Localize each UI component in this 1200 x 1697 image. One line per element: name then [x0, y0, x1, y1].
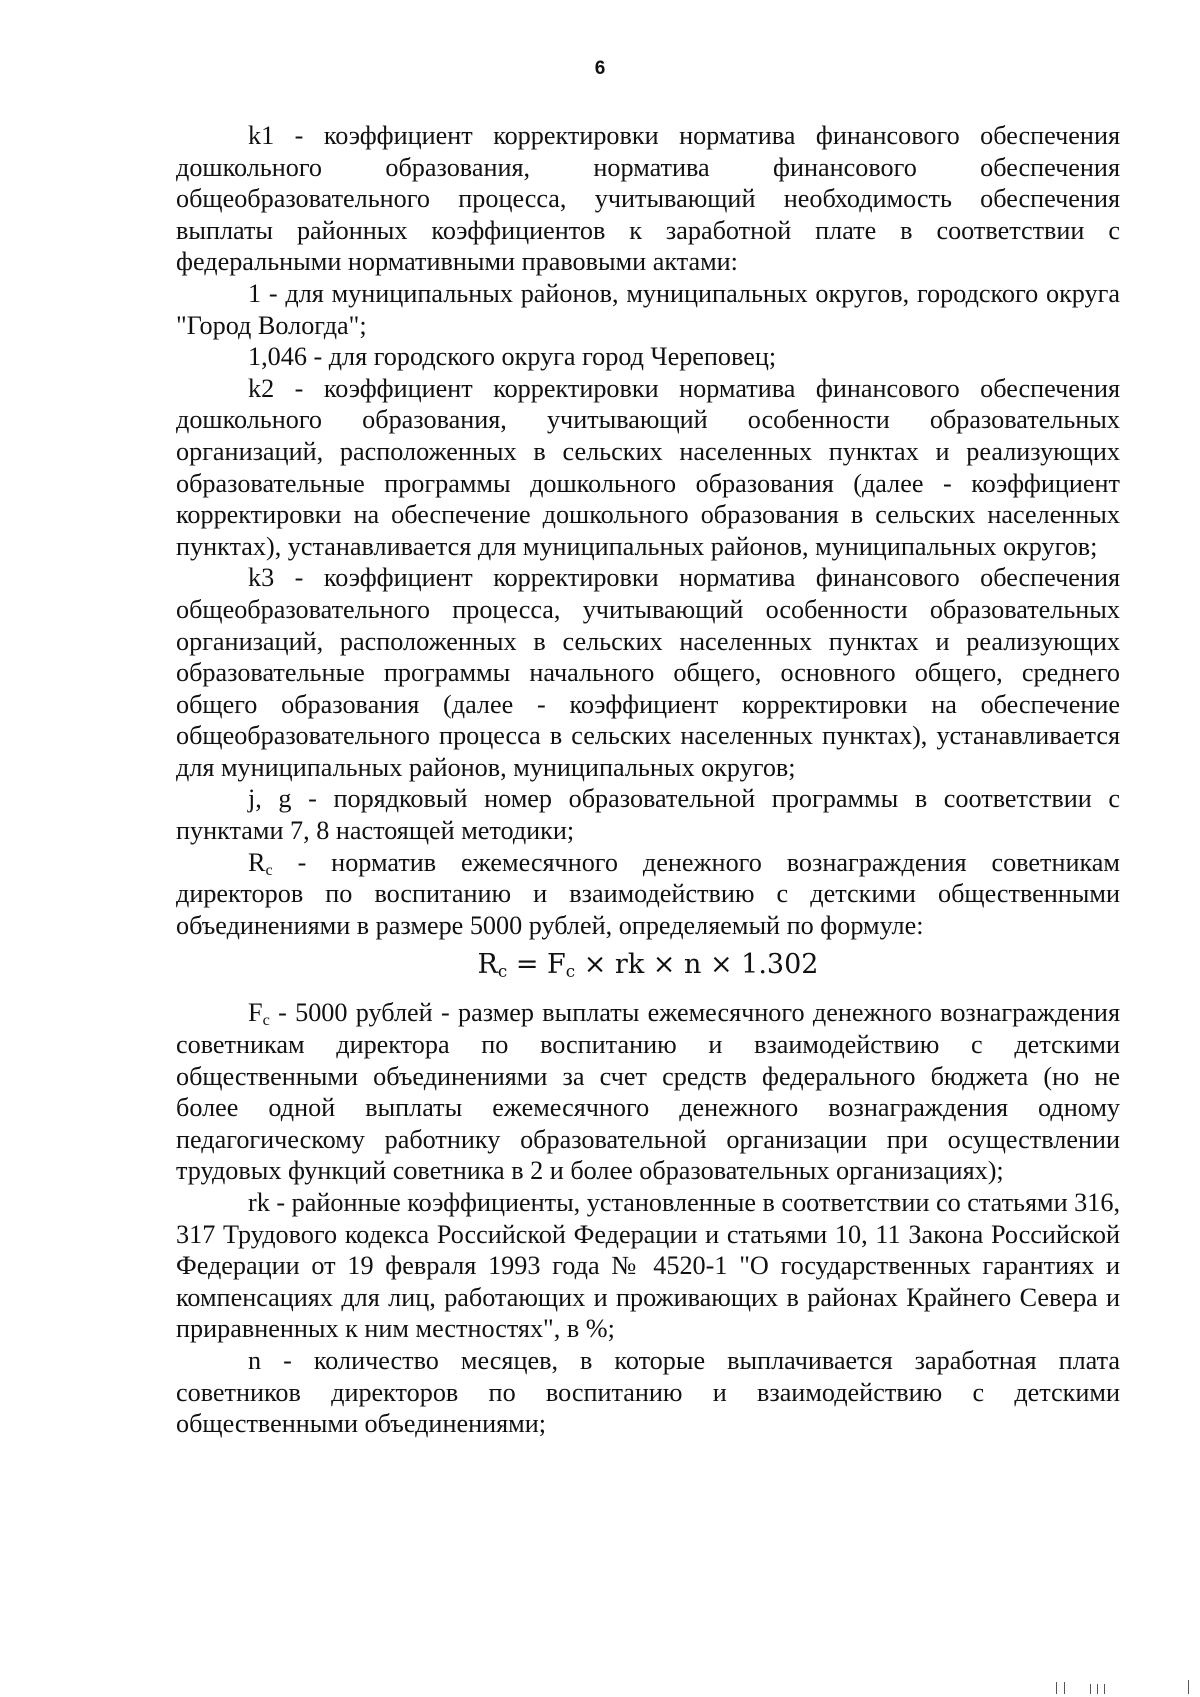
- scan-artifact-mark: [1090, 1684, 1091, 1694]
- formula-lhs: R: [477, 949, 498, 981]
- scan-artifact-mark: [1064, 1682, 1065, 1694]
- document-body: [176, 120, 1120, 1440]
- fc-subscript: c: [262, 1011, 270, 1030]
- n-definition: n - количество месяцев, в которые выплачивается заработная плата советников директоров по воспитанию и взаимодействию с детскими общественными объединениями;: [176, 1345, 1120, 1439]
- scan-artifact-mark: [1188, 1680, 1189, 1694]
- fc-definition: [176, 997, 1120, 1187]
- formula-lhs-subscript: c: [497, 961, 508, 982]
- formula-f-subscript: c: [565, 961, 576, 982]
- formula-equals: =: [507, 949, 548, 981]
- formula-f: F: [547, 949, 566, 981]
- rk-definition: rk - районные коэффициенты, установленные в соответствии со статьями 316, 317 Трудового кодекса Российской Федерации и статьями 10, 11 Закона Российской Федерации от 19 февраля 1993 года № 4520-1 "О государственных гарантиях и компенсациях для лиц, работающих и проживающих в районах Крайнего Севера и приравненных к ним местностях", в %;: [176, 1188, 1120, 1344]
- scan-artifact-mark: [1056, 1682, 1057, 1694]
- rc-definition: [176, 847, 1120, 942]
- k1-value-cherepovets: 1,046 - для городского округа город Череповец;: [248, 342, 777, 372]
- k1-value-vologda: 1 - для муниципальных районов, муниципальных округов, городского округа "Город Вологда";: [176, 278, 1120, 340]
- k2-definition: k2 - коэффициент корректировки норматива финансового обеспечения дошкольного образования, учитывающий особенности образовательных организаций, расположенных в сельских населенных пунктах и реализующих образовательные программы дошкольного образования (далее - коэффициент корректировки на обеспечение дошкольного образования в сельских населенных пунктах), устанавливается для муниципальных районов, муниципальных округов;: [176, 373, 1120, 561]
- rc-definition-text: - норматив ежемесячного денежного вознаграждения советникам директоров по воспитанию и взаимодействию с детскими общественными объединениями в размере 5000 рублей, определяемый по формуле:: [176, 847, 1120, 940]
- scan-artifact-mark: [1097, 1684, 1098, 1694]
- fc-symbol: F: [248, 998, 263, 1028]
- jg-definition: j, g - порядковый номер образовательной программы в соответствии с пунктами 7, 8 настоящей методики;: [176, 784, 1120, 846]
- rc-formula: [176, 947, 1120, 983]
- rc-subscript: c: [265, 860, 273, 879]
- fc-definition-text: - 5000 рублей - размер выплаты ежемесячного денежного вознаграждения советникам директора по воспитанию и взаимодействию с детскими общественными объединениями за счет средств федерального бюджета (но не более одной выплаты ежемесячного денежного вознаграждения одному педагогическому работнику образовательной организации при осуществлении трудовых функций советника в 2 и более образовательных организациях);: [176, 998, 1120, 1186]
- rc-symbol: R: [248, 847, 266, 877]
- k1-definition: k1 - коэффициент корректировки норматива финансового обеспечения дошкольного образования, норматива финансового обеспечения общеобразовательного процесса, учитывающий необходимость обеспечения выплаты районных коэффициентов к заработной плате в соответствии с федеральными нормативными правовыми актами:: [176, 121, 1120, 277]
- scan-artifact-mark: [1104, 1684, 1105, 1694]
- formula-rest: × rk × n × 1.302: [575, 949, 819, 981]
- k3-definition: k3 - коэффициент корректировки норматива финансового обеспечения общеобразовательного процесса, учитывающий особенности образовательных организаций, расположенных в сельских населенных пунктах и реализующих образовательные программы начального общего, основного общего, среднего общего образования (далее - коэффициент корректировки на обеспечение общеобразовательного процесса в сельских населенных пунктах), устанавливается для муниципальных районов, муниципальных округов;: [176, 563, 1120, 782]
- page-number: 6: [594, 58, 606, 79]
